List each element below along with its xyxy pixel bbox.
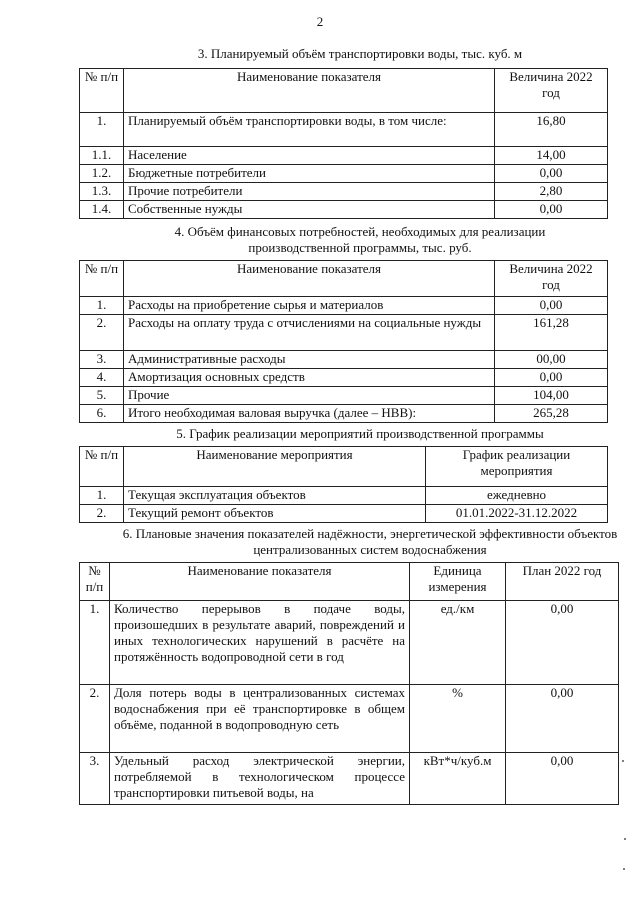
header-value: Величина 2022 год [495,261,608,297]
header-schedule: График реализации мероприятия [426,447,608,487]
row-unit: ед./км [410,601,506,685]
section-5-table [79,446,608,523]
row-num: 1. [80,297,124,315]
row-value: 0,00 [495,369,608,387]
row-name: Административные расходы [124,351,495,369]
row-name: Собственные нужды [124,201,495,219]
table-row [80,113,608,147]
header-num: № п/п [80,69,124,113]
table-row [80,601,619,685]
row-unit: % [410,685,506,753]
page-number: 2 [316,14,324,29]
scan-speck [622,760,624,762]
header-name: Наименование показателя [124,69,495,113]
row-value: 104,00 [495,387,608,405]
table-header-row [80,69,608,113]
row-plan: 0,00 [506,601,619,685]
table-row [80,297,608,315]
row-num: 2. [80,505,124,523]
header-num: № п/п [80,261,124,297]
row-value: 2,80 [495,183,608,201]
table-row [80,315,608,351]
table-row [80,351,608,369]
row-num: 1. [80,487,124,505]
table-row [80,505,608,523]
section-5-title: 5. График реализации мероприятий производственной программы [176,426,544,441]
header-plan: План 2022 год [506,563,619,601]
row-num: 1.3. [80,183,124,201]
section-4-table [79,260,608,423]
row-name: Доля потерь воды в централизованных системах водоснабжения при её транспортировке в общем объёме, поданной в водопроводную сеть [110,685,410,753]
row-name: Текущий ремонт объектов [124,505,426,523]
row-name: Текущая эксплуатация объектов [124,487,426,505]
table-row [80,183,608,201]
row-value: 16,80 [495,113,608,147]
row-plan: 0,00 [506,753,619,805]
row-num: 5. [80,387,124,405]
table-header-row [80,447,608,487]
row-name: Расходы на оплату труда с отчислениями на социальные нужды [124,315,495,351]
table-header-row [80,261,608,297]
header-num: № п/п [80,563,110,601]
table-row [80,685,619,753]
row-value: 265,28 [495,405,608,423]
row-num: 3. [80,351,124,369]
row-value: 14,00 [495,147,608,165]
table-row [80,201,608,219]
scan-speck [624,838,626,840]
row-unit: кВт*ч/куб.м [410,753,506,805]
section-6-table [79,562,619,805]
row-value: 161,28 [495,315,608,351]
row-plan: 0,00 [506,685,619,753]
row-name: Удельный расход электрической энергии, потребляемой в технологическом процессе транспортировки питьевой воды, на [110,753,410,805]
table-row [80,753,619,805]
row-name: Количество перерывов в подаче воды, произошедших в результате аварий, повреждений и иных технологических нарушений в расчёте на протяжённость водопроводной сети в год [110,601,410,685]
row-name: Прочие [124,387,495,405]
row-value: 0,00 [495,165,608,183]
row-schedule: 01.01.2022-31.12.2022 [426,505,608,523]
table-row [80,147,608,165]
header-value: Величина 2022 год [495,69,608,113]
section-6-title: 6. Плановые значения показателей надёжности, энергетической эффективности объектов централизованных систем водоснабжения [122,526,618,557]
row-name: Прочие потребители [124,183,495,201]
row-num: 3. [80,753,110,805]
header-name: Наименование показателя [110,563,410,601]
table-header-row [80,563,619,601]
row-name: Итого необходимая валовая выручка (далее – НВВ): [124,405,495,423]
row-num: 1.4. [80,201,124,219]
section-3-table [79,68,608,219]
row-num: 2. [80,315,124,351]
row-name: Амортизация основных средств [124,369,495,387]
row-num: 1.2. [80,165,124,183]
row-schedule: ежедневно [426,487,608,505]
section-4-title: 4. Объём финансовых потребностей, необходимых для реализации производственной программы, тыс. руб. [174,224,546,255]
scan-speck [623,868,625,870]
header-unit: Единица измерения [410,563,506,601]
table-row [80,405,608,423]
row-num: 1. [80,601,110,685]
row-num: 6. [80,405,124,423]
header-name: Наименование показателя [124,261,495,297]
row-name: Расходы на приобретение сырья и материалов [124,297,495,315]
row-num: 4. [80,369,124,387]
row-name: Бюджетные потребители [124,165,495,183]
row-name: Население [124,147,495,165]
row-num: 1.1. [80,147,124,165]
section-3-title: 3. Планируемый объём транспортировки воды, тыс. куб. м [197,46,523,61]
header-name: Наименование мероприятия [124,447,426,487]
row-name: Планируемый объём транспортировки воды, в том числе: [124,113,495,147]
table-row [80,487,608,505]
table-row [80,387,608,405]
row-value: 00,00 [495,351,608,369]
row-num: 1. [80,113,124,147]
row-num: 2. [80,685,110,753]
table-row [80,165,608,183]
header-num: № п/п [80,447,124,487]
table-row [80,369,608,387]
row-value: 0,00 [495,297,608,315]
row-value: 0,00 [495,201,608,219]
